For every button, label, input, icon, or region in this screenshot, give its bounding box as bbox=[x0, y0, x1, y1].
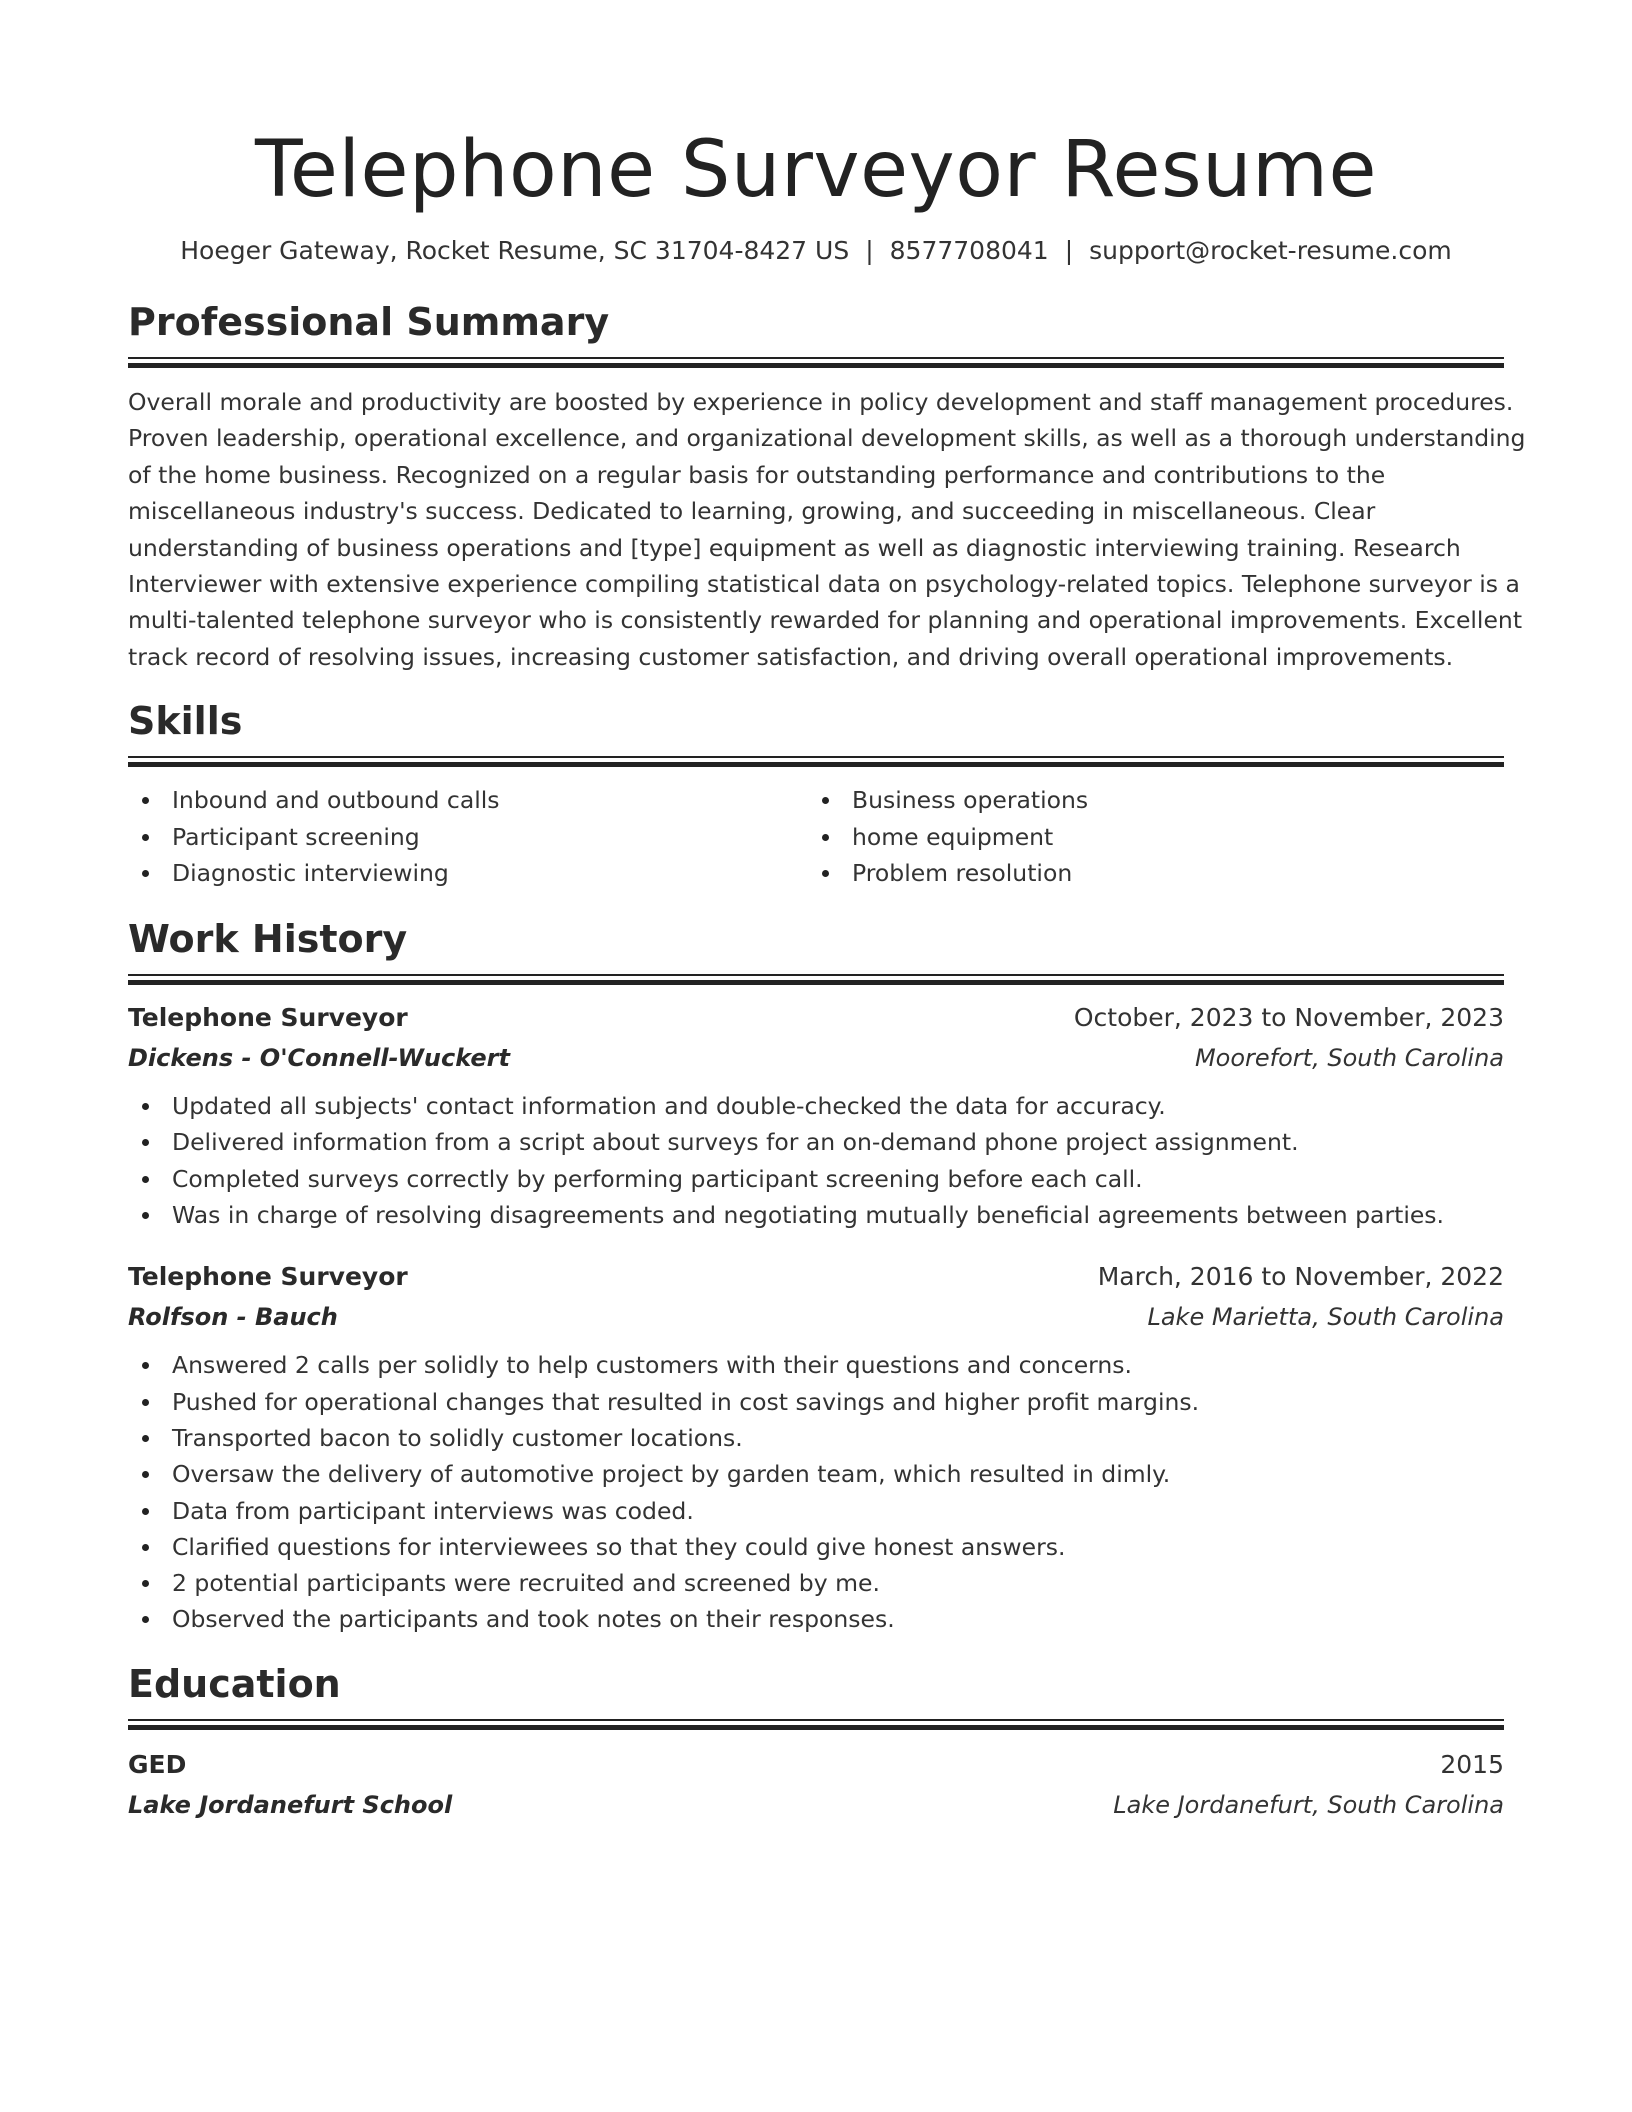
skills-heading: Skills bbox=[128, 699, 243, 744]
skill-item: Diagnostic interviewing bbox=[128, 855, 808, 891]
summary-heading: Professional Summary bbox=[128, 300, 610, 344]
summary-section bbox=[128, 297, 1526, 675]
section-divider bbox=[128, 1719, 1504, 1729]
job-location: Moorefort, South Carolina bbox=[1194, 1044, 1504, 1073]
job-company: Dickens - O'Connell-Wuckert bbox=[128, 1044, 510, 1073]
summary-line: Proven leadership, operational excellence, and organizational development skills, as well as a thorough understanding bbox=[128, 424, 1526, 453]
summary-line: miscellaneous industry's success. Dedicated to learning, growing, and succeeding in miscellaneous. Clear bbox=[128, 497, 1376, 526]
summary-line: Interviewer with extensive experience compiling statistical data on psychology-related topics. Telephone surveyor is a bbox=[128, 570, 1520, 599]
skill-item: Business operations bbox=[808, 782, 1488, 818]
education-header bbox=[128, 1745, 1504, 1785]
summary-line: understanding of business operations and [type] equipment as well as diagnostic interviewing training. Research bbox=[128, 533, 1461, 562]
job-company: Rolfson - Bauch bbox=[128, 1303, 338, 1332]
summary-line: Overall morale and productivity are boosted by experience in policy development and staff management procedures. bbox=[128, 388, 1514, 416]
job-subheader bbox=[128, 1297, 1504, 1337]
resume-title: Telephone Surveyor Resume bbox=[254, 125, 1378, 215]
contact-separator: | bbox=[865, 236, 874, 265]
work-history-section bbox=[128, 914, 1504, 1638]
skills-list bbox=[128, 782, 1504, 891]
education-year: 2015 bbox=[1440, 1749, 1504, 1779]
job-bullet: Transported bacon to solidly customer locations. bbox=[128, 1420, 1504, 1456]
contact-separator: | bbox=[1064, 236, 1074, 265]
education-degree: GED bbox=[128, 1749, 187, 1779]
contact-phone: 8577708041 bbox=[889, 236, 1049, 265]
skill-item: home equipment bbox=[808, 819, 1488, 855]
contact-address: Hoeger Gateway, Rocket Resume, SC 31704-8427 US bbox=[180, 236, 850, 265]
contact-email: support@rocket-resume.com bbox=[1089, 236, 1452, 265]
job-bullet: Updated all subjects' contact information and double-checked the data for accuracy. bbox=[128, 1088, 1504, 1124]
section-divider bbox=[128, 357, 1504, 367]
job-bullet: Observed the participants and took notes on their responses. bbox=[128, 1601, 1504, 1637]
job-bullet: Pushed for operational changes that resulted in cost savings and higher profit margins. bbox=[128, 1384, 1504, 1420]
job-bullet: Answered 2 calls per solidly to help customers with their questions and concerns. bbox=[128, 1347, 1504, 1383]
skills-section bbox=[128, 696, 1504, 891]
education-section bbox=[128, 1659, 1504, 1825]
job-header bbox=[128, 1257, 1504, 1297]
job-subheader bbox=[128, 1038, 1504, 1078]
summary-line: multi-talented telephone surveyor who is consistently rewarded for planning and operational improvements. Excellent bbox=[128, 606, 1523, 635]
job-bullet: Completed surveys correctly by performing participant screening before each call. bbox=[128, 1161, 1504, 1197]
education-subheader bbox=[128, 1785, 1504, 1825]
job-title: Telephone Surveyor bbox=[128, 1262, 408, 1292]
skills-column-left bbox=[128, 782, 808, 891]
skill-item: Problem resolution bbox=[808, 855, 1488, 891]
job-entry bbox=[128, 1257, 1504, 1637]
skills-column-right bbox=[808, 782, 1488, 891]
summary-text bbox=[128, 384, 1526, 675]
job-bullet: 2 potential participants were recruited and screened by me. bbox=[128, 1565, 1504, 1601]
resume-page bbox=[128, 0, 1526, 1825]
job-bullet: Data from participant interviews was coded. bbox=[128, 1493, 1504, 1529]
contact-line bbox=[128, 234, 1504, 268]
summary-line: track record of resolving issues, increasing customer satisfaction, and driving overall operational improvements. bbox=[128, 642, 1454, 671]
job-bullet: Delivered information from a script about surveys for an on-demand phone project assignment. bbox=[128, 1124, 1504, 1160]
skill-item: Participant screening bbox=[128, 819, 808, 855]
skill-item: Inbound and outbound calls bbox=[128, 782, 808, 818]
job-bullets bbox=[128, 1088, 1504, 1233]
section-divider bbox=[128, 974, 1504, 984]
job-header bbox=[128, 998, 1504, 1038]
education-location: Lake Jordanefurt, South Carolina bbox=[1113, 1790, 1504, 1819]
job-bullet: Clarified questions for interviewees so that they could give honest answers. bbox=[128, 1529, 1504, 1565]
section-divider bbox=[128, 756, 1504, 766]
job-bullet: Oversaw the delivery of automotive project by garden team, which resulted in dimly. bbox=[128, 1456, 1504, 1492]
job-bullets bbox=[128, 1347, 1504, 1637]
job-entry bbox=[128, 998, 1504, 1233]
job-location: Lake Marietta, South Carolina bbox=[1147, 1303, 1504, 1332]
education-entry bbox=[128, 1745, 1504, 1825]
job-title: Telephone Surveyor bbox=[128, 1003, 408, 1033]
job-bullet: Was in charge of resolving disagreements and negotiating mutually beneficial agreements between parties. bbox=[128, 1197, 1504, 1233]
job-dates: October, 2023 to November, 2023 bbox=[1073, 1003, 1504, 1033]
education-school: Lake Jordanefurt School bbox=[128, 1790, 453, 1819]
job-dates: March, 2016 to November, 2022 bbox=[1097, 1262, 1504, 1292]
education-heading: Education bbox=[128, 1661, 341, 1706]
summary-line: of the home business. Recognized on a regular basis for outstanding performance and contributions to the bbox=[128, 460, 1386, 489]
work-history-heading: Work History bbox=[128, 917, 408, 962]
